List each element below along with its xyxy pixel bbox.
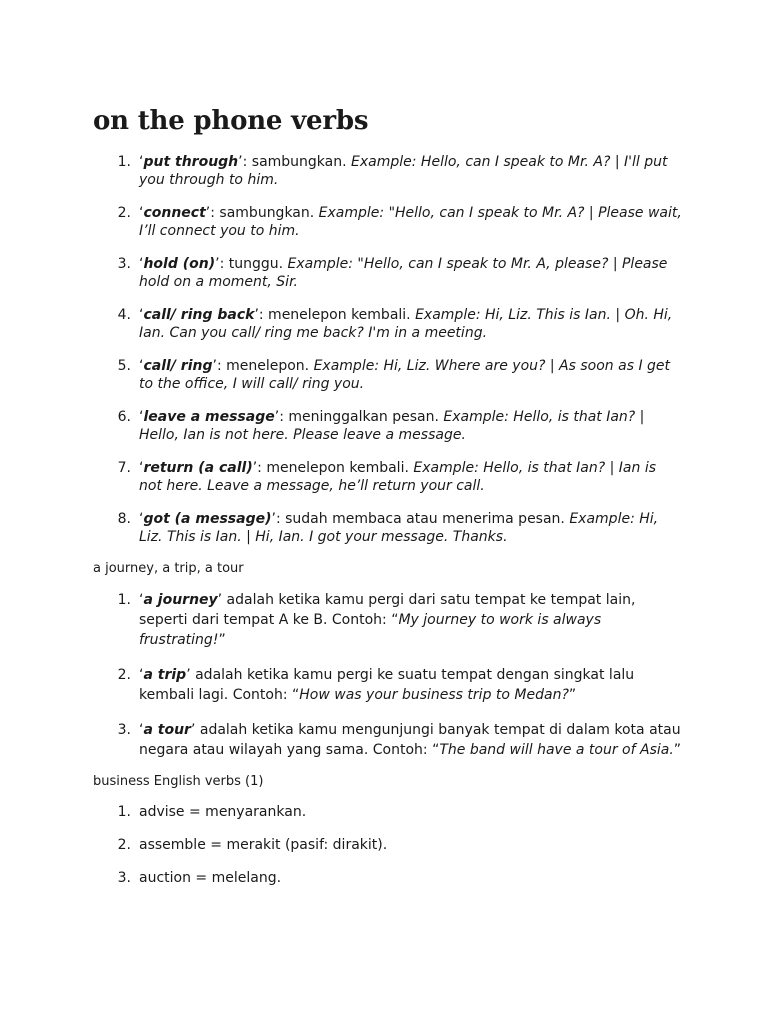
term: call/ ring back: [143, 307, 255, 323]
example: Example: Hello, is that Ian? | Ian is not here. Leave a message, he’ll return your call.: [139, 460, 657, 494]
list-item: [93, 803, 683, 821]
section-label-journey: a journey, a trip, a tour: [93, 561, 244, 576]
close-quote: ’: [252, 460, 258, 476]
definition: : sambungkan.: [242, 154, 352, 170]
definition: : menelepon kembali.: [257, 460, 414, 476]
item-number: 5.: [117, 358, 131, 374]
definition: adalah ketika kamu mengunjungi banyak tempat di dalam kota atau negara atau wilayah yang sama. Contoh: “: [139, 722, 681, 758]
term: a trip: [143, 667, 187, 683]
close-quote: ’: [186, 667, 191, 683]
term: leave a message: [143, 409, 275, 425]
list-item: [93, 869, 683, 887]
section-label-business: business English verbs (1): [93, 774, 264, 789]
close-quote: ’: [254, 307, 259, 323]
example: My journey to work is always frustrating!: [139, 612, 602, 648]
list-item: [93, 836, 683, 854]
definition: : menelepon.: [216, 358, 314, 374]
close-quote: ’: [205, 205, 211, 221]
list-item: [93, 154, 683, 189]
close-quote: ’: [215, 256, 220, 272]
item-number: 2.: [117, 667, 131, 683]
end-quote: ”: [673, 742, 682, 758]
example: Example: Hi, Liz. This is Ian. | Hi, Ian. I got your message. Thanks.: [139, 511, 659, 545]
list-item: [93, 720, 683, 760]
open-quote: ‘: [139, 307, 144, 323]
item-text: advise = menyarankan.: [139, 804, 307, 820]
open-quote: ‘: [139, 511, 144, 527]
open-quote: ‘: [139, 409, 144, 425]
list-item: [93, 256, 683, 291]
example: How was your business trip to Medan?: [299, 687, 569, 703]
term: return (a call): [143, 460, 253, 476]
definition: : sudah membaca atau menerima pesan.: [275, 511, 570, 527]
item-text: auction = melelang.: [139, 870, 282, 886]
open-quote: ‘: [139, 358, 144, 374]
list-item: [93, 590, 683, 650]
item-number: 8.: [117, 511, 131, 527]
item-number: 3.: [117, 870, 131, 886]
close-quote: ’: [271, 511, 276, 527]
close-quote: ’: [212, 358, 217, 374]
end-quote: ”: [218, 632, 226, 648]
term: a journey: [143, 592, 218, 608]
document-page: [93, 106, 683, 902]
example: Example: "Hello, can I speak to Mr. A? | Please wait, I’ll connect you to him.: [139, 205, 682, 239]
item-number: 2.: [117, 837, 131, 853]
item-number: 3.: [117, 722, 131, 738]
example: Example: Hello, can I speak to Mr. A? | I'll put you through to him.: [139, 154, 668, 188]
term: put through: [143, 154, 239, 170]
item-number: 1.: [117, 592, 131, 608]
example: The band will have a tour of Asia.: [439, 742, 674, 758]
item-number: 4.: [117, 307, 131, 323]
end-quote: ”: [568, 687, 577, 703]
term: connect: [143, 205, 206, 221]
page-title: on the phone verbs: [93, 106, 369, 136]
definition: : sambungkan.: [210, 205, 319, 221]
example: Example: Hi, Liz. This is Ian. | Oh. Hi, Ian. Can you call/ ring me back? I'm in a meeting.: [139, 307, 673, 341]
term: hold (on): [143, 256, 216, 272]
business-verbs-list: [93, 803, 683, 887]
item-text: assemble = merakit (pasif: dirakit).: [139, 837, 388, 853]
open-quote: ‘: [139, 592, 144, 608]
list-item: [93, 665, 683, 705]
definition: : tunggu.: [219, 256, 288, 272]
term: a tour: [143, 722, 191, 738]
close-quote: ’: [217, 592, 223, 608]
list-item: [93, 460, 683, 495]
open-quote: ‘: [139, 722, 144, 738]
open-quote: ‘: [139, 154, 144, 170]
list-item: [93, 511, 683, 546]
phone-verbs-list: [93, 154, 683, 546]
definition: adalah ketika kamu pergi ke suatu tempat dengan singkat lalu kembali lagi. Contoh: “: [139, 667, 635, 703]
item-number: 7.: [117, 460, 131, 476]
item-number: 3.: [117, 256, 131, 272]
journey-list: [93, 590, 683, 760]
close-quote: ’: [274, 409, 280, 425]
definition: : menelepon kembali.: [258, 307, 416, 323]
definition: adalah ketika kamu pergi dari satu tempat ke tempat lain, seperti dari tempat A ke B. Contoh: “: [139, 592, 636, 628]
open-quote: ‘: [139, 205, 144, 221]
list-item: [93, 307, 683, 342]
list-item: [93, 409, 683, 444]
list-item: [93, 358, 683, 393]
open-quote: ‘: [139, 256, 144, 272]
term: got (a message): [143, 511, 272, 527]
example: Example: "Hello, can I speak to Mr. A, please? | Please hold on a moment, Sir.: [139, 256, 668, 290]
example: Example: Hello, is that Ian? | Hello, Ian is not here. Please leave a message.: [139, 409, 645, 443]
definition: : meninggalkan pesan.: [279, 409, 444, 425]
list-item: [93, 205, 683, 240]
term: call/ ring: [143, 358, 213, 374]
close-quote: ’: [238, 154, 243, 170]
item-number: 6.: [117, 409, 131, 425]
item-number: 2.: [117, 205, 131, 221]
item-number: 1.: [117, 804, 131, 820]
item-number: 1.: [117, 154, 131, 170]
open-quote: ‘: [139, 460, 144, 476]
close-quote: ’: [190, 722, 196, 738]
example: Example: Hi, Liz. Where are you? | As soon as I get to the office, I will call/ ring you.: [139, 358, 671, 392]
open-quote: ‘: [139, 667, 144, 683]
